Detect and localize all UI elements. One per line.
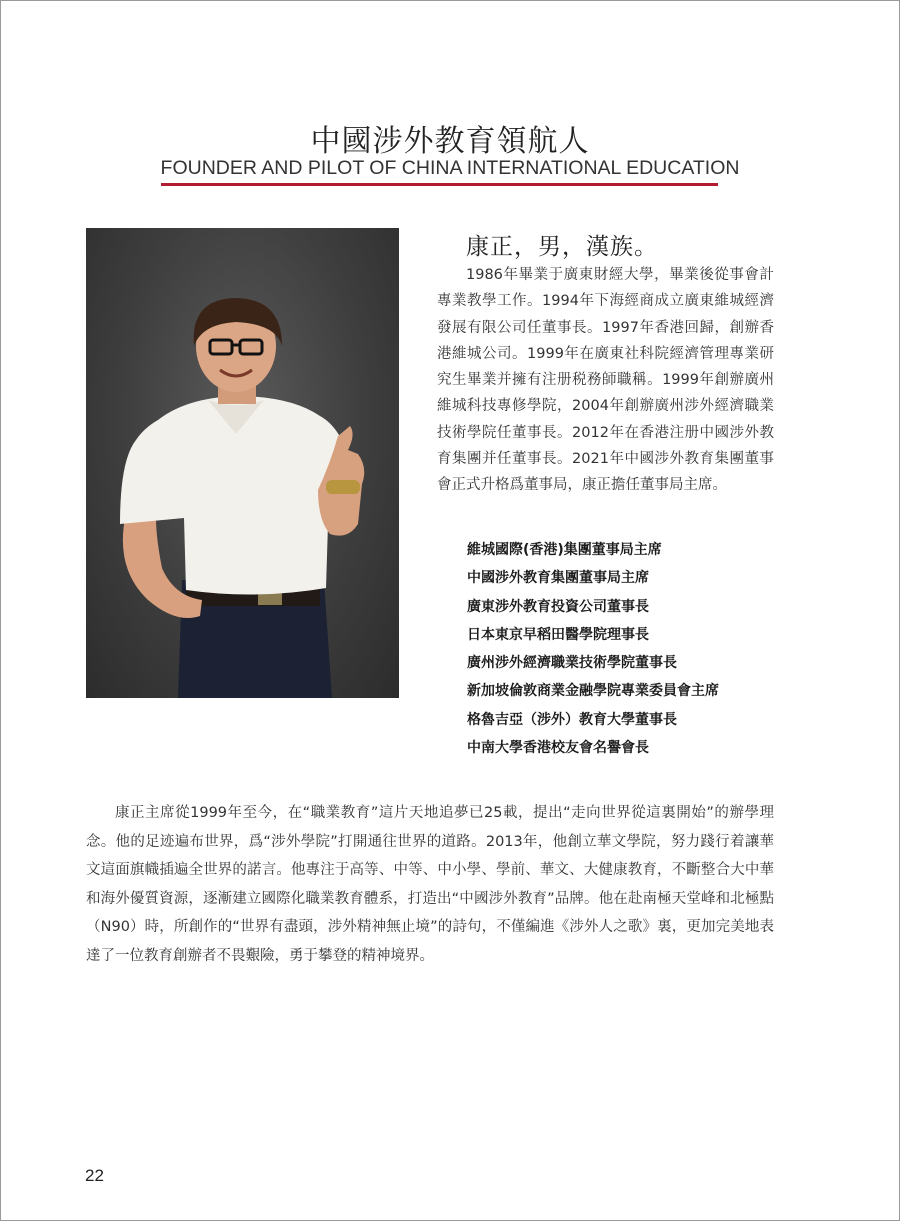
page-number: 22: [85, 1166, 104, 1185]
role-item: 維城國際(香港)集團董事局主席: [467, 542, 662, 558]
role-item: 廣東涉外教育投資公司董事長: [467, 598, 649, 615]
role-item: 廣州涉外經濟職業技術學院董事長: [467, 655, 677, 672]
role-item: 中國涉外教育集團董事局主席: [467, 570, 649, 587]
title-underline: [161, 183, 718, 186]
role-item: 格魯吉亞（涉外）教育大學董事長: [467, 711, 677, 728]
profile-heading: 康正，男，漢族。: [466, 234, 658, 260]
portrait-illustration: [86, 228, 399, 698]
profile-bio: 1986年畢業于廣東財經大學，畢業後從事會計專業教學工作。1994年下海經商成立廣東維城經濟發展有限公司任董事長。1997年香港回歸，創辦香港維城公司。1999年在廣東社科院經濟管理專業研究生畢業并擁有注册税務師職稱。1999年創辦廣州維城科技專修學院，2004年創辦廣州涉外經濟職業技術學院任董事長。2012年在香港注册中國涉外教育集團并任董事長。2021年中國涉外教育集團董事會正式升格爲董事局，康正擔任董事局主席。: [437, 267, 774, 494]
summary-paragraph: 康正主席從1999年至今，在“職業教育”這片天地追夢已25載，提出“走向世界從這裏開始”的辦學理念。他的足迹遍布世界，爲“涉外學院”打開通往世界的道路。2013年，他創立華文學院，努力踐行着讓華文這面旗幟插遍全世界的諾言。他專注于高等、中等、中小學、學前、華文、大健康教育，不斷整合大中華和海外優質資源，逐漸建立國際化職業教育體系，打造出“中國涉外教育”品牌。他在赴南極天堂峰和北極點（N90）時，所創作的“世界有盡頭，涉外精神無止境”的詩句，不僅編進《涉外人之歌》裏，更加完美地表達了一位教育創辦者不畏艱險，勇于攀登的精神境界。: [86, 805, 774, 964]
portrait-watch: [326, 480, 360, 494]
role-item: 中南大學香港校友會名譽會長: [467, 740, 649, 757]
role-item: 日本東京早稻田醫學院理事長: [467, 626, 649, 643]
portrait-photo: [86, 228, 399, 698]
role-item: 新加坡倫敦商業金融學院專業委員會主席: [467, 683, 719, 700]
page-subtitle: FOUNDER AND PILOT OF CHINA INTERNATIONAL EDUCATION: [160, 157, 740, 179]
page-title: 中國涉外教育領航人: [310, 124, 590, 159]
roles-list: [467, 536, 719, 762]
